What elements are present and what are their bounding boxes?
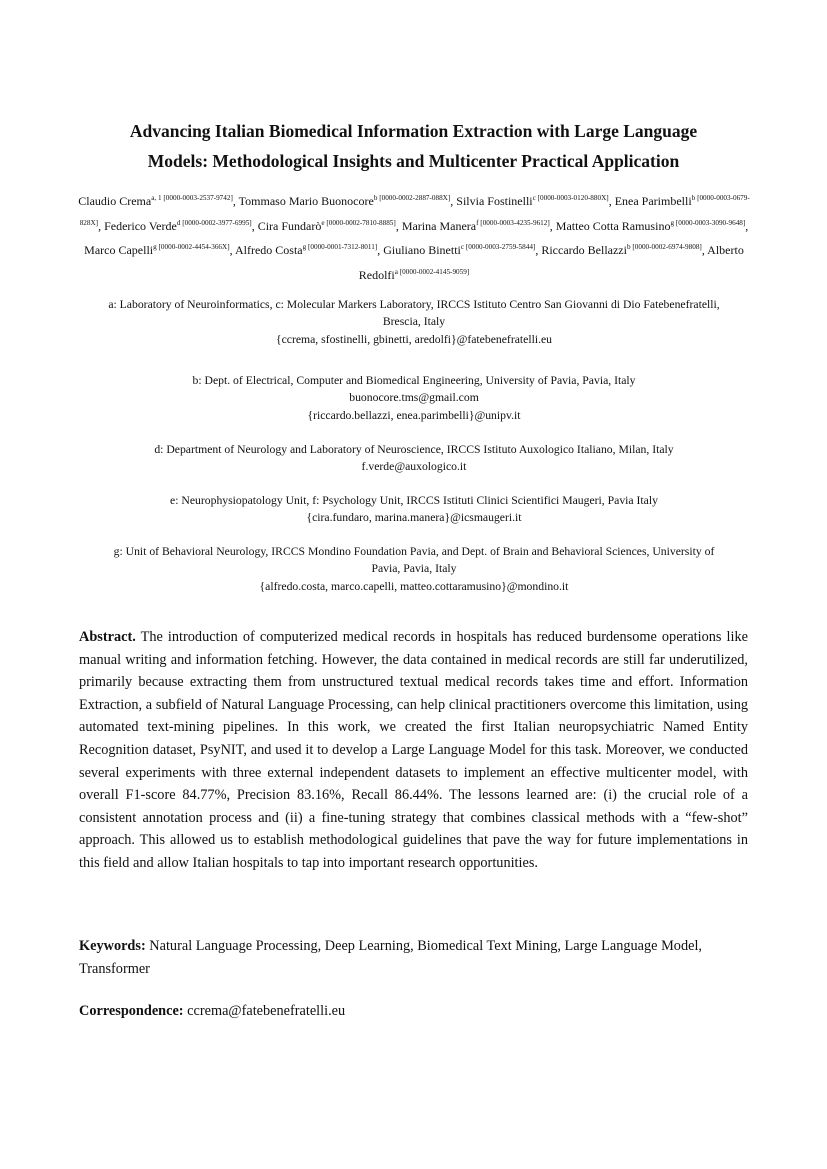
author-separator: , [549, 218, 556, 233]
affiliation-block [70, 492, 758, 527]
author [402, 219, 556, 233]
affiliation-email: f.verde@auxologico.it [361, 460, 467, 474]
correspondence-label: Correspondence: [79, 1003, 184, 1019]
abstract [79, 626, 748, 875]
author-name: Marina Manera [401, 218, 477, 233]
author [456, 194, 614, 208]
author-separator: , [701, 243, 708, 257]
affiliation-block [70, 441, 758, 476]
abstract-text: The introduction of computerized medical records in hospitals has reduced burdensome operations like manual writing and information fetching. However, the data contained in medical records are still far underutilized, primarily because extracting them from unstructured textual medical records takes time and effort. Information Extraction, a subfield of Natural Language Processing, can help clinical practitioners overcome this limitation, using automated text-mining pipelines. In this work, we created the first Italian neuropsychiatric Named Entity Recognition dataset, PsyNIT, and used it to develop a Large Language Model for this task. Moreover, we conducted several experiments with three external independent datasets to implement an effective multicenter model, with overall F1-score 84.77%, Precision 83.16%, Recall 86.44%. The lessons learned are: (i) the crucial role of a consistent annotation process and (ii) a fine-tuning strategy that combines classical methods with a “few-shot” approach. This allowed us to establish methodological guidelines that pave the way for future implementations in this field and allow Italian hospitals to tap into important research opportunities. [79, 629, 748, 871]
affiliation-email: {alfredo.costa, marco.capelli, matteo.cottaramusino}@mondino.it [259, 579, 569, 593]
correspondence-email: ccrema@fatebenefratelli.eu [183, 1003, 346, 1019]
affiliation-line: Pavia, Pavia, Italy [371, 562, 457, 576]
affiliation-block [70, 296, 758, 348]
author-name: Federico Verde [104, 218, 177, 233]
affiliation-email: {cira.fundaro, marina.manera}@icsmaugeri.it [306, 511, 522, 525]
affiliation-email: buonocore.tms@gmail.com [349, 391, 479, 405]
correspondence [79, 1000, 748, 1023]
author-name: Tommaso Mario Buonocore [238, 194, 374, 208]
author-name: Giuliano Binetti [383, 243, 461, 257]
author-name: Matteo Cotta Ramusino [555, 218, 671, 233]
author-affiliation-orcid: a, 1 [0000-0003-2537-9742] [151, 194, 233, 202]
paper-title-line: Advancing Italian Biomedical Information Extraction with Large Language [129, 121, 698, 141]
author [84, 243, 235, 257]
affiliation-email: {ccrema, sfostinelli, gbinetti, aredolfi}@fatebenefratelli.eu [275, 332, 553, 346]
affiliation-line: d: Department of Neurology and Laboratory of Neuroscience, IRCCS Istituto Auxologico Italiano, Milan, Italy [154, 443, 674, 456]
author-separator: , [377, 243, 384, 257]
author-separator: , [608, 194, 615, 208]
author-name: Enea Parimbelli [614, 194, 692, 208]
author-name: Alfredo Costa [234, 243, 303, 257]
affiliation-line: a: Laboratory of Neuroinformatics, c: Molecular Markers Laboratory, IRCCS Istituto Centro San Giovanni di Dio Fatebenefratelli, [108, 298, 720, 311]
author-list [76, 190, 752, 288]
author-affiliation-orcid: g [0000-0001-7312-8011] [302, 243, 378, 251]
paper-title [60, 116, 767, 176]
author [235, 243, 383, 257]
author-name: Cira Fundarò [257, 218, 322, 233]
author [383, 243, 541, 257]
affiliation-line: b: Dept. of Electrical, Computer and Biomedical Engineering, University of Pavia, Pavia, Italy [192, 374, 636, 387]
author-affiliation-orcid: b [0000-0003-0679-828X] [79, 194, 750, 227]
author-name: Riccardo Bellazzi [541, 243, 627, 257]
author [541, 243, 707, 257]
author-name: Silvia Fostinelli [456, 194, 533, 208]
author-affiliation-orcid: g [0000-0002-4454-366X] [153, 243, 230, 251]
author-name: Alberto Redolfi [358, 243, 744, 282]
author-affiliation-orcid: f [0000-0003-4235-9612] [476, 218, 550, 227]
keywords-text: Natural Language Processing, Deep Learning, Biomedical Text Mining, Large Language Model, Transformer [79, 938, 702, 977]
author-name: Claudio Crema [78, 194, 152, 208]
author-separator: , [535, 243, 542, 257]
author [239, 194, 457, 208]
author [104, 219, 258, 233]
author-affiliation-orcid: e [0000-0002-7810-8885] [321, 218, 396, 227]
author-affiliation-orcid: a [0000-0002-4145-9059] [394, 267, 470, 276]
keywords [79, 935, 748, 981]
author-separator: , [450, 194, 457, 208]
author-affiliation-orcid: c [0000-0003-2759-5844] [460, 243, 536, 251]
affiliation-line: g: Unit of Behavioral Neurology, IRCCS Mondino Foundation Pavia, and Dept. of Brain and Behavioral Sciences, University of [113, 545, 715, 558]
author-separator: , [229, 243, 235, 257]
author [556, 219, 749, 233]
author-name: Marco Capelli [84, 243, 154, 257]
author-affiliation-orcid: g [0000-0003-3090-9648] [670, 218, 746, 227]
author-separator: , [395, 218, 402, 233]
author-separator: , [232, 194, 239, 208]
author-separator: , [98, 218, 105, 233]
abstract-label: Abstract. [79, 629, 136, 645]
author-affiliation-orcid: c [0000-0003-0120-880X] [532, 194, 609, 202]
author-affiliation-orcid: b [0000-0002-2887-088X] [373, 194, 451, 202]
paper-title-line: Models: Methodological Insights and Multicenter Practical Application [147, 151, 680, 171]
author [78, 194, 238, 208]
affiliation-block [70, 543, 758, 595]
author [258, 219, 402, 233]
affiliation-email: {riccardo.bellazzi, enea.parimbelli}@unipv.it [307, 408, 521, 422]
affiliation-block [70, 372, 758, 424]
author-separator: , [745, 218, 749, 233]
author-affiliation-orcid: d [0000-0002-3977-6995] [176, 218, 252, 227]
author-separator: , [251, 218, 258, 233]
keywords-label: Keywords: [79, 938, 146, 954]
affiliation-line: e: Neurophysiopatology Unit, f: Psychology Unit, IRCCS Istituti Clinici Scientifici Maugeri, Pavia Italy [170, 494, 658, 507]
affiliation-line: Brescia, Italy [382, 315, 446, 329]
author-affiliation-orcid: b [0000-0002-6974-9808] [626, 243, 702, 251]
